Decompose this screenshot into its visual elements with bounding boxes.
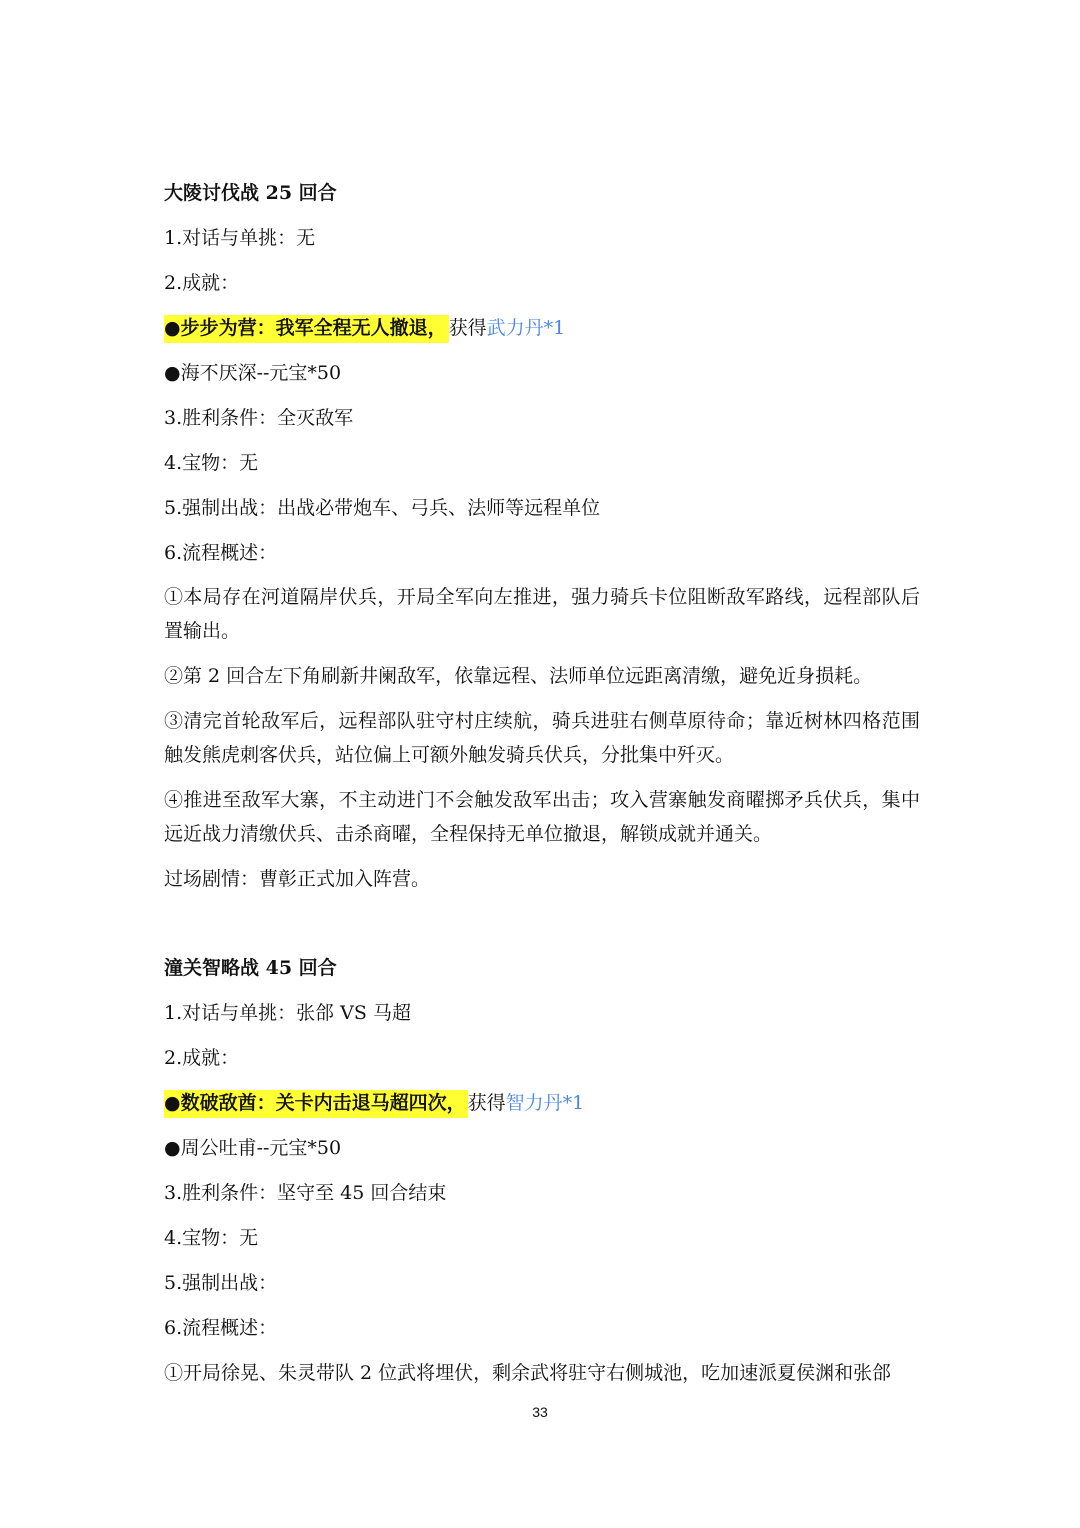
achievement-highlight (164, 1090, 468, 1118)
achievements-label: 2.成就： (164, 272, 240, 294)
reward-prefix: 获得 (448, 317, 487, 339)
process-step: ④推进至敌军大寨，不主动进门不会触发敌军出击；攻入营寨触发商曜掷矛兵伏兵，集中远近战力清缴伏兵、击杀商曜，全程保持无单位撤退，解锁成就并通关。 (164, 789, 920, 845)
reward-link[interactable]: 智力丹*1 (505, 1092, 585, 1114)
section-title: 潼关智略战 45 回合 (164, 957, 337, 979)
section-title: 大陵讨伐战 25 回合 (164, 182, 337, 204)
process-step: ①本局存在河道隔岸伏兵，开局全军向左推进，强力骑兵卡位阻断敌军路线，远程部队后置输出。 (164, 586, 920, 642)
achievement-text: 步步为营：我军全程无人撤退， (180, 317, 447, 339)
process-step: ②第 2 回合左下角刷新井阑敌军，依靠远程、法师单位远距离清缴，避免近身损耗。 (164, 665, 873, 687)
process-step: ③清完首轮敌军后，远程部队驻守村庄续航，骑兵进驻右侧草原待命；靠近树林四格范围触发熊虎刺客伏兵，站位偏上可额外触发骑兵伏兵，分批集中歼灭。 (164, 710, 920, 766)
process-label: 6.流程概述： (164, 542, 278, 564)
bullet: ● (164, 1092, 181, 1114)
achievement-text: 数破敌酋：关卡内击退马超四次， (180, 1092, 466, 1114)
achievement-main (164, 1091, 584, 1115)
treasure-line: 4.宝物：无 (164, 452, 259, 474)
reward-prefix: 获得 (467, 1092, 506, 1114)
treasure-line: 4.宝物：无 (164, 1227, 259, 1249)
forced-deploy-line: 5.强制出战：出战必带炮车、弓兵、法师等远程单位 (164, 497, 601, 519)
page-number: 33 (532, 1404, 548, 1420)
achievement-main (164, 316, 565, 340)
process-label: 6.流程概述： (164, 1317, 278, 1339)
victory-condition: 3.胜利条件：全灭敌军 (164, 407, 354, 429)
achievement-second: ●周公吐甫--元宝*50 (164, 1137, 342, 1159)
dialogue-line: 1.对话与单挑：无 (164, 227, 316, 249)
victory-condition: 3.胜利条件：坚守至 45 回合结束 (164, 1182, 447, 1204)
forced-deploy-line: 5.强制出战： (164, 1272, 278, 1294)
process-step: ①开局徐晃、朱灵带队 2 位武将埋伏，剩余武将驻守右侧城池，吃加速派夏侯渊和张郃 (164, 1362, 892, 1384)
achievements-label: 2.成就： (164, 1047, 240, 1069)
cutscene-line: 过场剧情：曹彰正式加入阵营。 (164, 868, 431, 890)
dialogue-line: 1.对话与单挑：张郃 VS 马超 (164, 1002, 411, 1024)
bullet: ● (164, 317, 181, 339)
achievement-highlight (164, 315, 449, 343)
reward-link[interactable]: 武力丹*1 (486, 317, 566, 339)
achievement-second: ●海不厌深--元宝*50 (164, 362, 342, 384)
